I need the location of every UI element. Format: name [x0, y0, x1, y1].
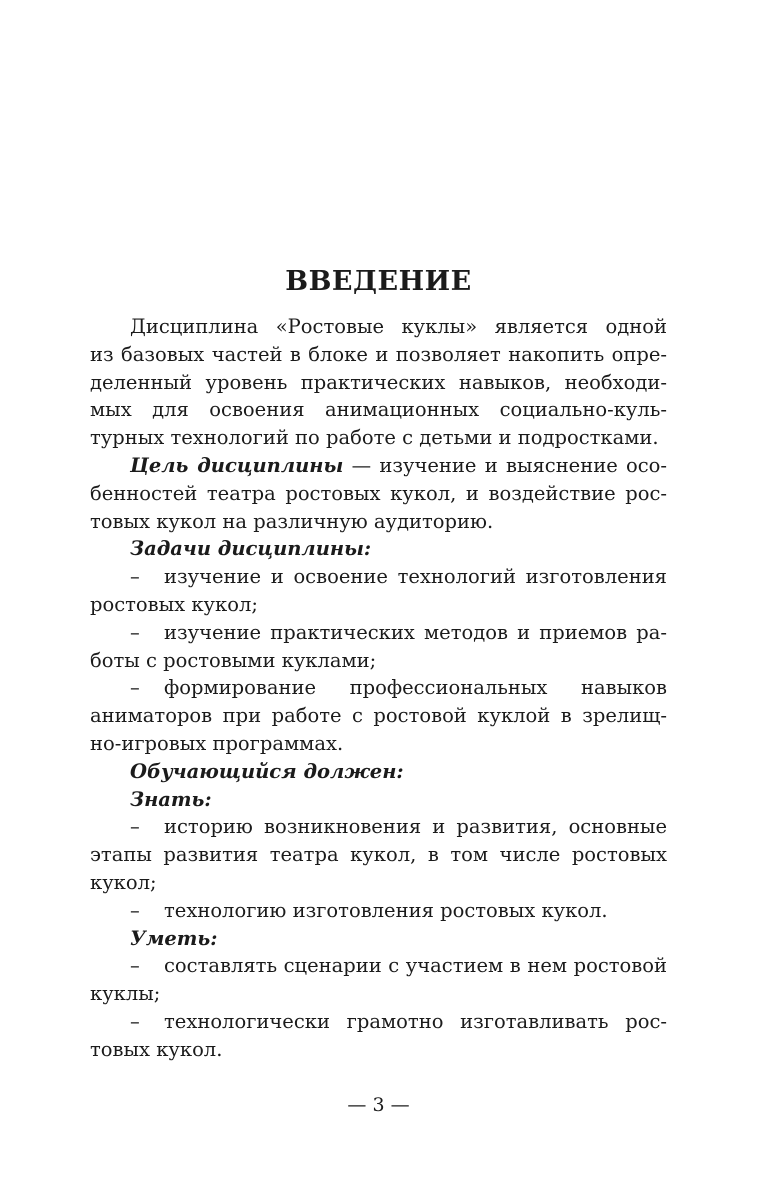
intro-line-1: Дисциплина «Ростовые куклы» является одной [130, 315, 667, 338]
can-2-line-2: товых кукол. [90, 1037, 223, 1061]
know-1-text: историю возникновения и развития, основные [164, 815, 667, 839]
intro-line-4: мых для освоения анимационных социально-куль- [90, 398, 667, 422]
tasks-title: Задачи дисциплины: [130, 537, 372, 561]
task-2-line-2: боты с ростовыми куклами; [90, 648, 377, 672]
goal-line-1-text: — изучение и выяснение осо- [343, 453, 667, 477]
task-3-line-2: аниматоров при работе с ростовой куклой в зрелищ- [90, 704, 667, 728]
know-2-line-1 [90, 897, 667, 925]
goal-line-3: товых кукол на различную аудиторию. [90, 509, 494, 533]
list-dash: – [130, 565, 140, 589]
can-1-line-1 [90, 952, 667, 980]
can-1-text: составлять сценарии с участием в нем ростовой [164, 954, 667, 978]
list-dash: – [130, 815, 140, 839]
list-dash: – [130, 620, 140, 644]
task-2-line-1 [90, 619, 667, 647]
task-3-line-3: но-игровых программах. [90, 731, 344, 755]
body-text [90, 313, 667, 1064]
page-number: — 3 — [347, 1094, 410, 1116]
task-3-text: формирование профессиональных навыков [164, 676, 667, 700]
know-2-text: технологию изготовления ростовых кукол. [164, 898, 608, 922]
can-2-line-1 [90, 1008, 667, 1036]
goal-term: Цель дисциплины [130, 453, 344, 477]
task-2-text: изучение практических методов и приемов ра- [164, 620, 667, 644]
task-3-line-1 [90, 674, 667, 702]
list-dash: – [130, 1009, 140, 1033]
intro-line-2: из базовых частей в блоке и позволяет накопить опре- [90, 342, 667, 366]
goal-line-2: бенностей театра ростовых кукол, и воздействие рос- [90, 481, 667, 505]
goal-line-1 [90, 452, 667, 480]
task-1-text: изучение и освоение технологий изготовления [164, 565, 667, 589]
know-1-line-2: этапы развития театра кукол, в том числе ростовых [90, 843, 667, 867]
know-1-line-1 [90, 813, 667, 841]
can-title: Уметь: [130, 926, 218, 950]
list-dash: – [130, 954, 140, 978]
page-title: ВВЕДЕНИЕ [285, 266, 472, 297]
task-1-line-1 [90, 563, 667, 591]
list-dash: – [130, 898, 140, 922]
student-title: Обучающийся должен: [130, 759, 404, 783]
list-dash: – [130, 676, 140, 700]
intro-line-5: турных технологий по работе с детьми и подростками. [90, 426, 659, 450]
task-1-line-2: ростовых кукол; [90, 592, 258, 616]
know-title: Знать: [130, 787, 212, 811]
know-1-line-3: кукол; [90, 870, 157, 894]
can-1-line-2: куклы; [90, 982, 161, 1006]
can-2-text: технологически грамотно изготавливать рос- [164, 1009, 667, 1033]
intro-line-3: деленный уровень практических навыков, необходи- [90, 370, 667, 394]
